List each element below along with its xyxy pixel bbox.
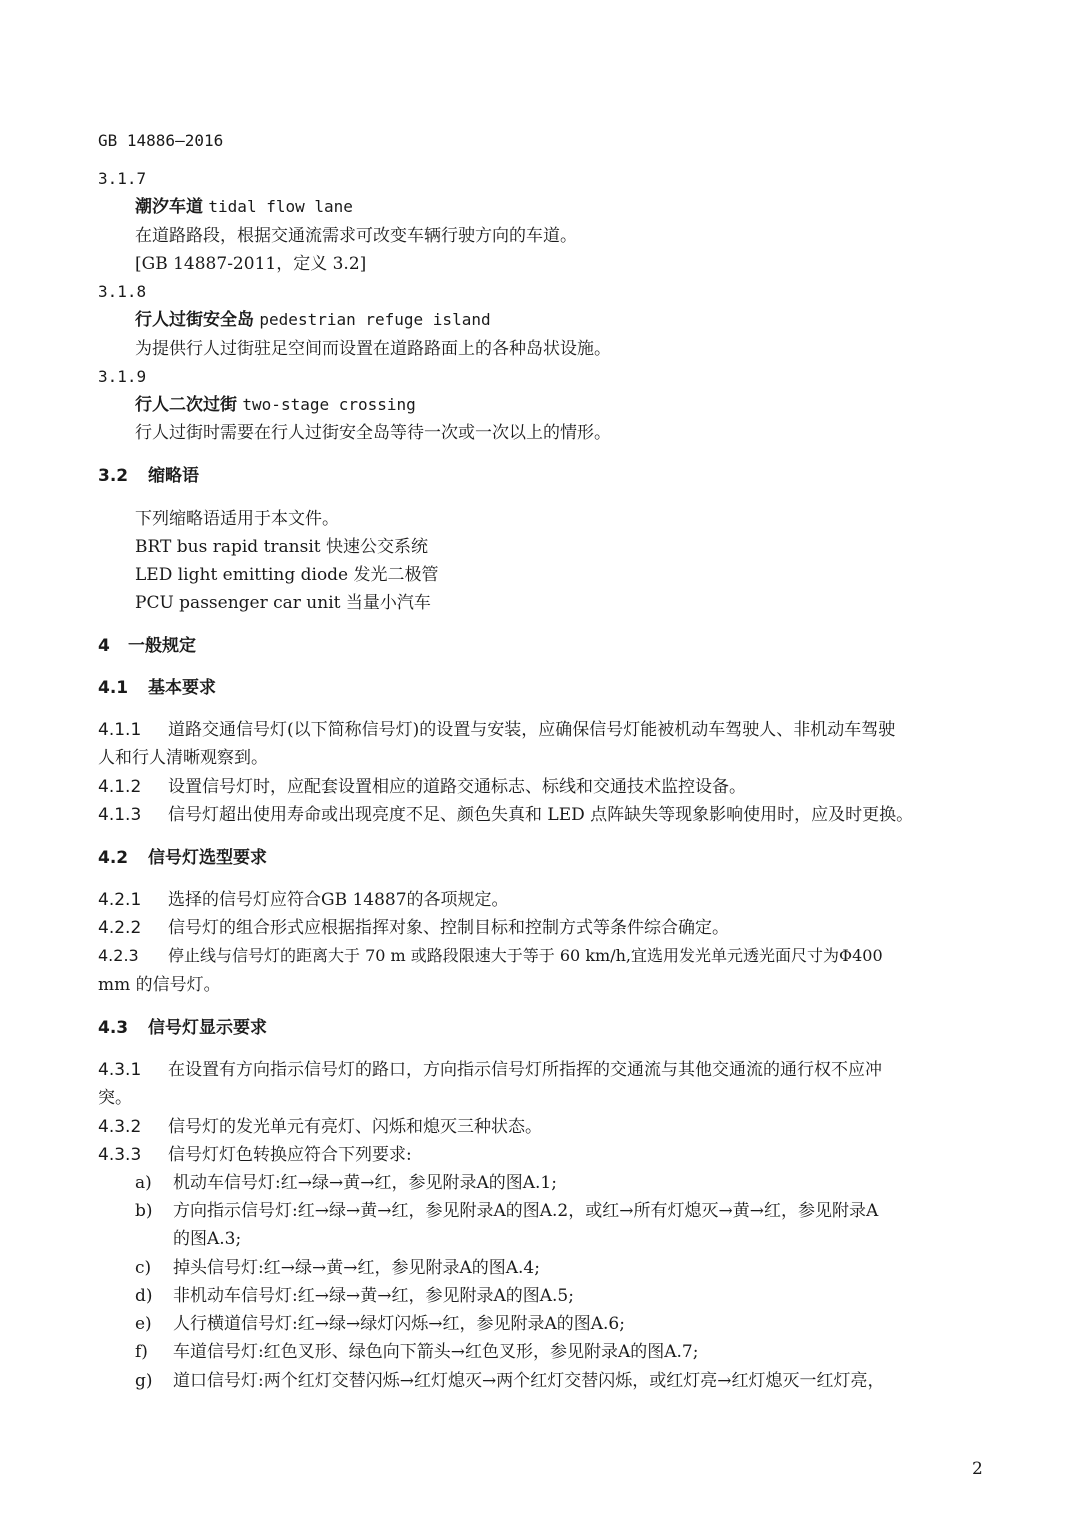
- clause-number: 3.1.7: [98, 169, 147, 188]
- section-heading: [98, 847, 267, 869]
- abbr-item: BRT bus rapid transit 快速公交系统: [135, 537, 429, 557]
- chapter-heading: [98, 635, 196, 657]
- clause-number: 3.1.9: [98, 367, 147, 386]
- chapter-number: 4: [98, 636, 110, 656]
- list-text-continued: 的图A.3;: [173, 1229, 242, 1249]
- list-text: 方向指示信号灯:红→绿→黄→红，参见附录A的图A.2，或红→所有灯熄灭→黄→红，参见附录A: [173, 1201, 879, 1221]
- clause-number: 4.3.1: [98, 1060, 142, 1080]
- clause-paragraph: [98, 945, 883, 967]
- clause-number: 4.1.2: [98, 777, 142, 797]
- section-number: 4.3: [98, 1018, 129, 1038]
- section-number: 3.2: [98, 466, 129, 486]
- section-title: 基本要求: [148, 678, 216, 698]
- clause-text: 信号灯的发光单元有亮灯、闪烁和熄灭三种状态。: [168, 1117, 542, 1137]
- clause-number: 4.2.1: [98, 890, 142, 910]
- list-item: [135, 1257, 540, 1279]
- list-marker: a): [135, 1173, 152, 1193]
- list-text: 道口信号灯:两个红灯交替闪烁→红灯熄灭→两个红灯交替闪烁，或红灯亮→红灯熄灭一红灯亮，: [173, 1371, 885, 1391]
- clause-paragraph: [98, 917, 729, 939]
- clause-text: 设置信号灯时，应配套设置相应的道路交通标志、标线和交通技术监控设备。: [168, 777, 746, 797]
- term-en: two-stage crossing: [242, 395, 416, 414]
- section-number: 4.2: [98, 848, 129, 868]
- list-text: 车道信号灯:红色叉形、绿色向下箭头→红色叉形，参见附录A的图A.7;: [173, 1342, 699, 1362]
- list-marker: c): [135, 1258, 152, 1278]
- term-zh: 行人过街安全岛: [135, 310, 254, 330]
- list-item: [135, 1313, 625, 1335]
- section-title: 缩略语: [148, 466, 199, 486]
- section-heading: [98, 677, 216, 699]
- abbr-item: LED light emitting diode 发光二极管: [135, 565, 439, 585]
- term-definition: 为提供行人过街驻足空间而设置在道路路面上的各种岛状设施。: [135, 339, 611, 359]
- list-item: [135, 1370, 884, 1392]
- list-text: 非机动车信号灯:红→绿→黄→红，参见附录A的图A.5;: [173, 1286, 574, 1306]
- clause-paragraph: [98, 719, 895, 741]
- list-marker: d): [135, 1286, 153, 1306]
- clause-paragraph: [98, 1116, 542, 1138]
- term-en: pedestrian refuge island: [259, 310, 491, 329]
- clause-text-continued: 人和行人清晰观察到。: [98, 748, 268, 768]
- list-marker: b): [135, 1201, 153, 1221]
- abbr-item: PCU passenger car unit 当量小汽车: [135, 593, 431, 613]
- section-title: 信号灯选型要求: [148, 848, 267, 868]
- clause-paragraph: [98, 1059, 882, 1081]
- clause-number: 4.3.2: [98, 1117, 142, 1137]
- list-text: 人行横道信号灯:红→绿→绿灯闪烁→红，参见附录A的图A.6;: [173, 1314, 625, 1334]
- clause-text: 信号灯的组合形式应根据指挥对象、控制目标和控制方式等条件综合确定。: [168, 918, 729, 938]
- term-entry: [135, 309, 491, 331]
- list-text: 机动车信号灯:红→绿→黄→红，参见附录A的图A.1;: [173, 1173, 557, 1193]
- term-zh: 潮汐车道: [135, 197, 203, 217]
- list-item: [135, 1341, 698, 1363]
- clause-paragraph: [98, 776, 746, 798]
- clause-text-continued: mm 的信号灯。: [98, 975, 221, 995]
- clause-number: 4.3.3: [98, 1145, 142, 1165]
- list-item: [135, 1200, 878, 1222]
- list-text: 掉头信号灯:红→绿→黄→红，参见附录A的图A.4;: [173, 1258, 540, 1278]
- section-heading: [98, 1017, 267, 1039]
- clause-number: 4.2.3: [98, 946, 139, 965]
- clause-number: 3.1.8: [98, 282, 147, 301]
- section-number: 4.1: [98, 678, 129, 698]
- standard-header: GB 14886—2016: [98, 131, 224, 150]
- clause-number: 4.1.3: [98, 805, 142, 825]
- clause-number: 4.2.2: [98, 918, 142, 938]
- list-item: [135, 1172, 557, 1194]
- clause-text: 停止线与信号灯的距离大于 70 m 或路段限速大于等于 60 km/h,宜选用发光单元透光面尺寸为Φ400: [168, 946, 883, 965]
- abbr-intro: 下列缩略语适用于本文件。: [135, 509, 339, 529]
- section-title: 信号灯显示要求: [148, 1018, 267, 1038]
- chapter-title: 一般规定: [128, 636, 196, 656]
- term-definition: 行人过街时需要在行人过街安全岛等待一次或一次以上的情形。: [135, 423, 611, 443]
- clause-text-continued: 突。: [98, 1088, 132, 1108]
- clause-number: 4.1.1: [98, 720, 142, 740]
- term-definition: 在道路路段，根据交通流需求可改变车辆行驶方向的车道。: [135, 226, 577, 246]
- clause-text: 道路交通信号灯(以下简称信号灯)的设置与安装，应确保信号灯能被机动车驾驶人、非机动车驾驶: [168, 720, 896, 740]
- list-item: [135, 1285, 574, 1307]
- clause-paragraph: [98, 889, 509, 911]
- section-heading: [98, 465, 199, 487]
- page-number: 2: [972, 1459, 983, 1479]
- clause-text: 信号灯超出使用寿命或出现亮度不足、颜色失真和 LED 点阵缺失等现象影响使用时，应及时更换。: [168, 805, 914, 825]
- list-marker: e): [135, 1314, 152, 1334]
- term-en: tidal flow lane: [208, 197, 353, 216]
- term-entry: [135, 196, 353, 218]
- clause-paragraph: [98, 804, 913, 826]
- clause-text: 在设置有方向指示信号灯的路口，方向指示信号灯所指挥的交通流与其他交通流的通行权不应冲: [168, 1060, 882, 1080]
- term-source: [GB 14887-2011，定义 3.2]: [135, 254, 367, 274]
- clause-text: 选择的信号灯应符合GB 14887的各项规定。: [168, 890, 509, 910]
- clause-paragraph: [98, 1144, 412, 1166]
- list-marker: g): [135, 1371, 153, 1391]
- clause-text: 信号灯灯色转换应符合下列要求:: [168, 1145, 412, 1165]
- term-entry: [135, 394, 416, 416]
- list-marker: f): [135, 1342, 148, 1362]
- term-zh: 行人二次过街: [135, 395, 237, 415]
